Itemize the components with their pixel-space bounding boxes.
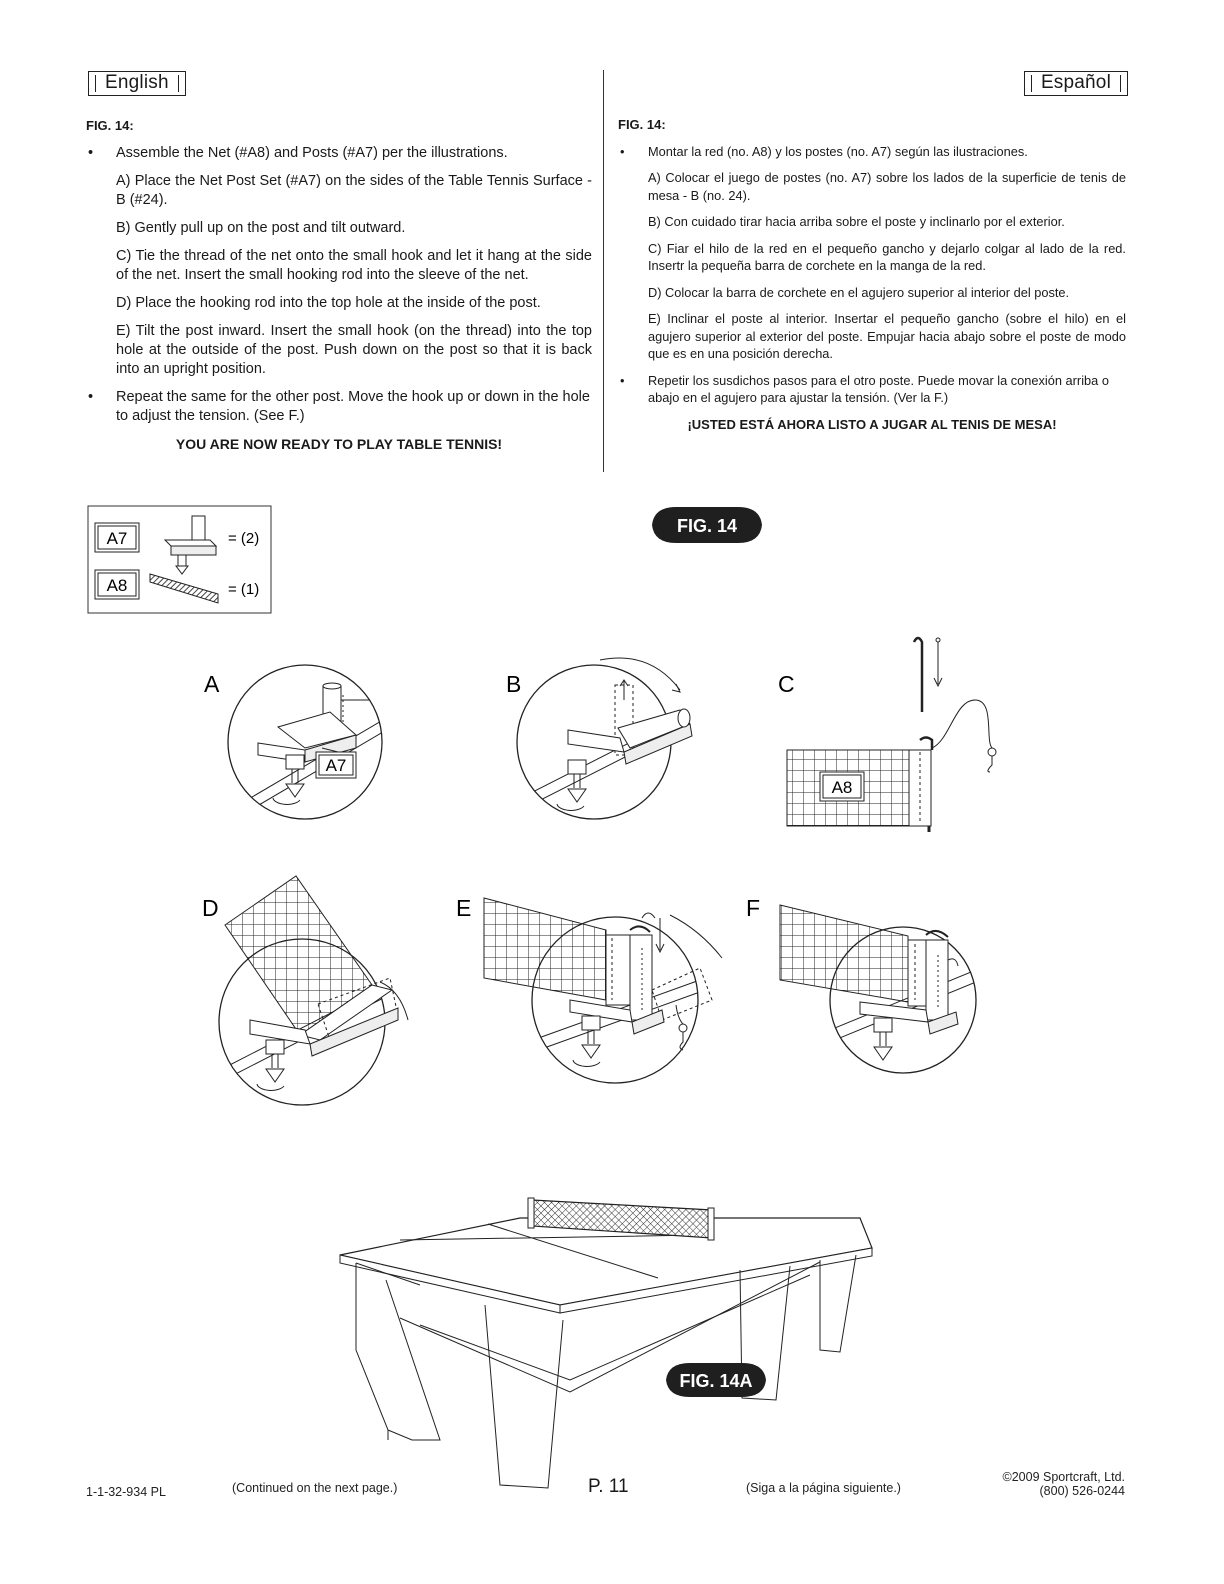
panel-d-letter: D <box>202 895 219 921</box>
spanish-step-d: D) Colocar la barra de corchete en el agujero superior al interior del poste. <box>648 284 1070 300</box>
english-step-e: E) Tilt the post inward. Insert the small hook (on the thread) into the top hole at the outside of the post. Push down on the post so that it is back into an upright position. <box>116 323 592 377</box>
spanish-ready: ¡USTED ESTÁ AHORA LISTO A JUGAR AL TENIS DE MESA! <box>687 416 1057 432</box>
a7-code: A7 <box>106 529 128 548</box>
bullet-dot: • <box>620 143 625 159</box>
panel-e <box>484 898 722 1083</box>
parts-list <box>88 506 271 613</box>
net-part-icon <box>150 574 218 603</box>
table-illustration <box>340 1198 872 1488</box>
fig14-badge-text: FIG. 14 <box>676 516 738 536</box>
continued-es: (Siga a la página siguiente.) <box>746 1481 901 1495</box>
panel-d <box>219 876 408 1105</box>
fig14a-badge <box>666 1363 766 1397</box>
spanish-step-a: A) Colocar el juego de postes (no. A7) sobre los lados de la superficie de tenis de mesa - B (no. 24). <box>648 170 1126 203</box>
callout-a7: A7 <box>325 756 347 775</box>
phone: (800) 526-0244 <box>1039 1484 1125 1498</box>
spanish-fig-label: FIG. 14: <box>618 117 666 132</box>
panel-f-letter: F <box>746 895 761 921</box>
english-step-a: A) Place the Net Post Set (#A7) on the sides of the Table Tennis Surface - B (#24). <box>116 173 592 208</box>
panel-a-letter: A <box>204 671 220 697</box>
panel-a <box>228 665 400 822</box>
panel-e-letter: E <box>456 895 472 921</box>
english-fig-label: FIG. 14: <box>86 118 134 133</box>
a8-code: A8 <box>106 576 128 595</box>
fig14a-badge-text: FIG. 14A <box>679 1371 753 1391</box>
english-ready: YOU ARE NOW READY TO PLAY TABLE TENNIS! <box>175 436 503 452</box>
english-step-d: D) Place the hooking rod into the top hole at the inside of the post. <box>116 295 541 311</box>
english-label: English <box>88 71 186 96</box>
copyright-block <box>1003 1470 1125 1498</box>
fig14-badge <box>652 507 762 543</box>
a7-qty: = (2) <box>228 530 260 547</box>
panel-c-letter: C <box>778 671 795 697</box>
callout-a8: A8 <box>831 778 853 797</box>
copyright: ©2009 Sportcraft, Ltd. <box>1002 1470 1125 1484</box>
panel-b <box>517 658 692 819</box>
english-bullet-1-text: Assemble the Net (#A8) and Posts (#A7) per the illustrations. <box>116 145 508 161</box>
page-number: P. 11 <box>588 1476 629 1497</box>
english-bullet-2-text: Repeat the same for the other post. Move the hook up or down in the hole to adjust the tension. (See F.) <box>116 389 590 424</box>
english-step-c: C) Tie the thread of the net onto the small hook and let it hang at the side of the net. Insert the small hooking rod into the sleeve of the net. <box>116 248 592 283</box>
panel-f <box>780 905 976 1073</box>
panel-b-letter: B <box>506 671 522 697</box>
spanish-bullet-2-text: Repetir los susdichos pasos para el otro poste. Puede movar la conexión arriba o abajo en el agujero para ajustar la tensión. (Ver la F.) <box>648 372 1109 405</box>
bullet-dot: • <box>88 389 94 405</box>
part-number: 1-1-32-934 PL <box>86 1485 166 1499</box>
a8-qty: = (1) <box>228 581 260 598</box>
spanish-bullet-1-text: Montar la red (no. A8) y los postes (no. A7) según las ilustraciones. <box>648 143 1028 159</box>
bullet-dot: • <box>620 372 625 388</box>
spanish-step-b: B) Con cuidado tirar hacia arriba sobre el poste y inclinarlo por el exterior. <box>648 214 1065 229</box>
spanish-step-c: C) Fiar el hilo de la red en el pequeño gancho y dejarlo colgar al lado de la red. Insertr la pequeña barra de corchete en la manga de la red. <box>648 240 1126 273</box>
panel-c <box>787 638 996 832</box>
english-step-b: B) Gently pull up on the post and tilt outward. <box>116 220 406 236</box>
spanish-step-e: E) Inclinar el poste al interior. Insertar el pequeño gancho (sobre el hilo) en el agujero superior al exterior del poste. Empujar hacia abajo sobre el poste de modo que es en una posición derecha. <box>648 311 1126 361</box>
bullet-dot: • <box>88 145 94 161</box>
post-part-icon <box>165 516 216 574</box>
spanish-label: Español <box>1024 71 1128 96</box>
continued-en: (Continued on the next page.) <box>232 1481 398 1495</box>
